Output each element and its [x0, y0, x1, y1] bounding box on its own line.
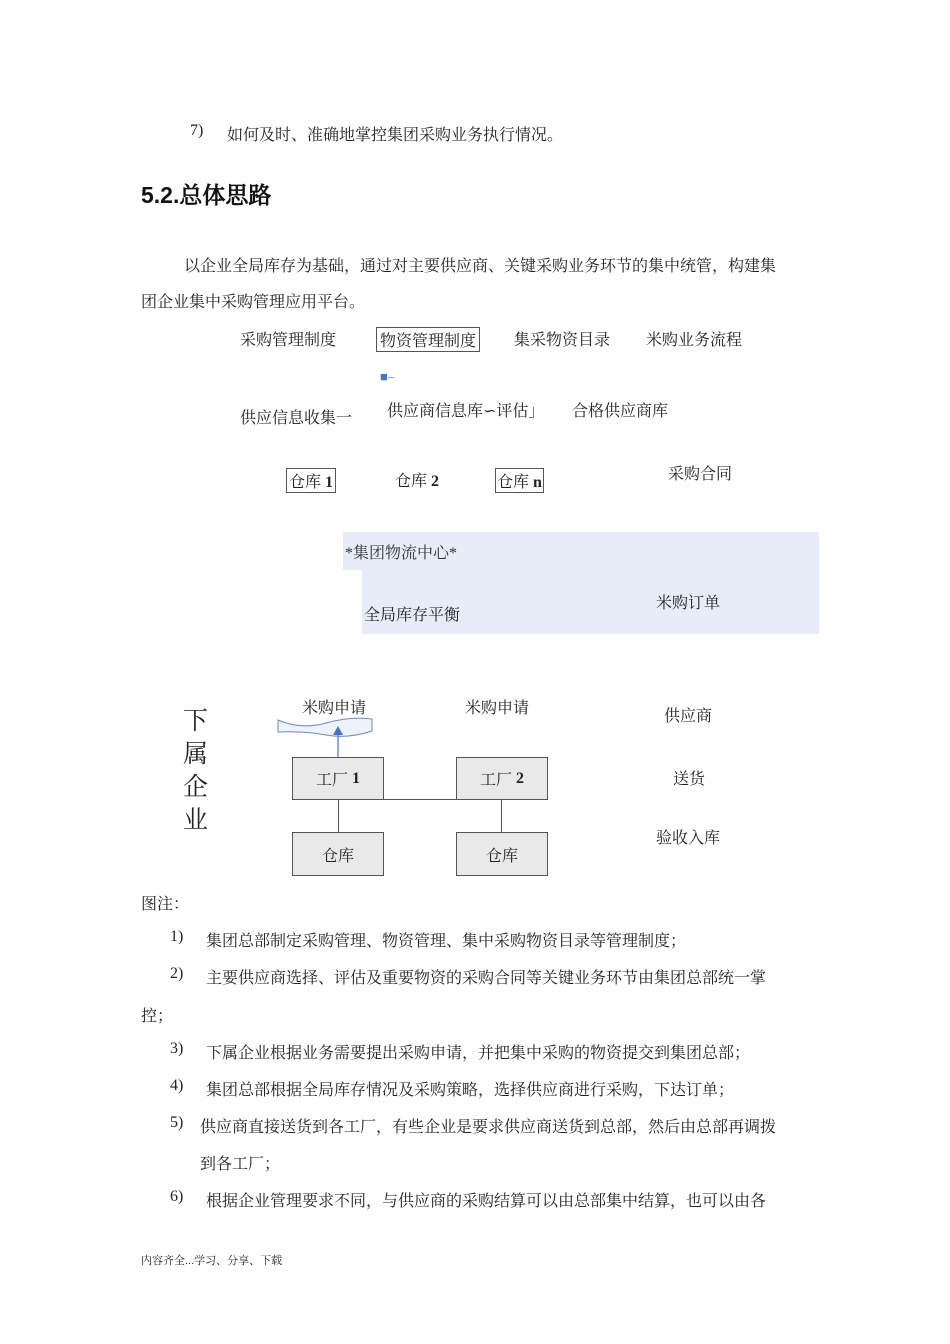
note-4-number: 4)	[170, 1077, 184, 1094]
factory-2-label: 工厂	[479, 772, 512, 789]
note-3-text: 下属企业根据业务需要提出采购申请，并把集中采购的物资提交到集团总部；	[206, 1045, 751, 1062]
diagram-subsidiary-char-1: 下	[183, 708, 209, 735]
diagram-subsidiary-char-2: 属	[183, 741, 209, 768]
diagram-logistics-center: *集团物流中心*	[345, 545, 458, 562]
note-6-text: 根据企业管理要求不同，与供应商的采购结算可以由总部集中结算，也可以由各	[206, 1193, 767, 1210]
list-item-number: 7)	[190, 122, 204, 139]
notes-label: 图注：	[141, 896, 190, 913]
diagram-business-process: 米购业务流程	[646, 332, 743, 349]
note-4-text: 集团总部根据全局库存情况及采购策略，选择供应商进行采购，下达订单；	[206, 1082, 735, 1099]
warehouse-1-number: 1	[325, 474, 334, 491]
note-2-continuation: 控；	[141, 1008, 174, 1025]
section-number: 5.2.	[141, 182, 180, 208]
intro-line-1: 以企业全局库存为基础，通过对主要供应商、关键采购业务环节的集中统管，构建集	[184, 258, 777, 275]
note-1-number: 1)	[170, 928, 184, 945]
note-5-continuation: 到各工厂；	[200, 1156, 281, 1173]
note-6-number: 6)	[170, 1188, 184, 1205]
note-2-text: 主要供应商选择、评估及重要物资的采购合同等关键业务环节由集团总部统一掌	[206, 970, 767, 987]
diagram-factory-2	[456, 757, 548, 800]
diagram-supplier-db: 供应商信息库∽评估」	[387, 403, 545, 420]
note-2-number: 2)	[170, 965, 184, 982]
note-1-text: 集团总部制定采购管理、物资管理、集中采购物资目录等管理制度；	[206, 933, 687, 950]
diagram-store-1: 仓库	[292, 832, 384, 876]
diagram-inventory-balance: 全局库存平衡	[364, 607, 461, 624]
page-footer: 内容齐全...学习、分享、下载	[141, 1255, 283, 1267]
factory-1-store-connector	[338, 800, 339, 832]
section-heading	[141, 177, 271, 210]
warehouse-n-number: n	[533, 474, 542, 491]
note-3-number: 3)	[170, 1040, 184, 1057]
diagram-contract: 采购合同	[668, 466, 733, 483]
diagram-qualified-suppliers: 合格供应商库	[572, 403, 669, 420]
warehouse-1-label: 仓库	[289, 474, 322, 491]
diagram-subsidiary-char-4: 业	[183, 807, 209, 834]
note-5-text: 供应商直接送货到各工厂，有些企业是要求供应商送货到总部，然后由总部再调拨	[200, 1119, 777, 1136]
factory-connector	[384, 799, 456, 800]
diagram-store-2: 仓库	[456, 832, 548, 876]
factory-1-label: 工厂	[315, 772, 348, 789]
factory-2-number: 2	[516, 769, 524, 787]
warehouse-2-label: 仓库	[395, 473, 428, 490]
diagram-warehouse-1	[286, 468, 336, 493]
diagram-supplier: 供应商	[664, 708, 713, 725]
diagram-warehouse-n	[495, 468, 544, 493]
diagram-supply-info: 供应信息收集一	[240, 410, 353, 427]
intro-line-2: 团企业集中采购管理应用平台。	[141, 294, 366, 311]
wave-arrow-icon	[276, 714, 376, 762]
warehouse-n-label: 仓库	[497, 474, 530, 491]
diagram-marker-icon: ■–	[380, 369, 395, 384]
list-item-text: 如何及时、准确地掌控集团采购业务执行情况。	[227, 127, 564, 144]
diagram-request-2: 米购申请	[465, 700, 530, 717]
warehouse-2-number: 2	[431, 473, 440, 490]
diagram-request-1: 米购申请	[302, 700, 367, 717]
diagram-receipt: 验收入库	[656, 830, 721, 847]
diagram-delivery: 送货	[673, 771, 706, 788]
diagram-warehouse-2	[395, 468, 439, 491]
diagram-purchase-order: 米购订单	[656, 595, 721, 612]
factory-2-store-connector	[501, 800, 502, 832]
diagram-material-catalog: 集采物资目录	[514, 332, 611, 349]
diagram-material-policy: 物资管理制度	[376, 327, 480, 352]
diagram-factory-1	[292, 757, 384, 800]
diagram-procurement-policy: 采购管理制度	[240, 332, 337, 349]
diagram-subsidiary-char-3: 企	[183, 774, 209, 801]
note-5-number: 5)	[170, 1114, 184, 1131]
factory-1-number: 1	[352, 769, 360, 787]
section-title: 总体思路	[179, 182, 272, 208]
